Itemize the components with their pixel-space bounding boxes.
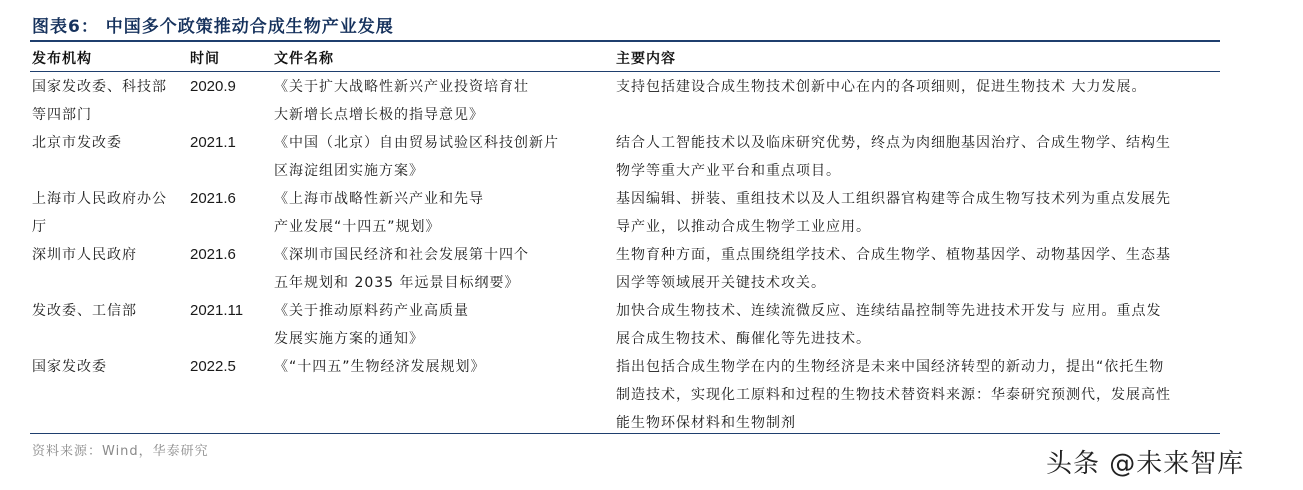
header-content: 主要内容 bbox=[616, 51, 676, 67]
content-line: 支持包括建设合成生物技术创新中心在内的各项细则，促进生物技术 大力发展。 bbox=[616, 79, 1147, 95]
cell-time: 2020.9 bbox=[190, 78, 236, 95]
institution-line: 国家发改委、科技部 bbox=[32, 79, 167, 95]
watermark: 头条 @未来智库 bbox=[1046, 449, 1245, 479]
cell-institution bbox=[32, 185, 182, 241]
document-line: 《关于推动原料药产业高质量 bbox=[274, 303, 469, 319]
content-line: 能生物环保材料和生物制剂 bbox=[616, 415, 796, 431]
document-line: 五年规划和 2035 年远景目标纲要》 bbox=[274, 275, 520, 291]
cell-content bbox=[616, 185, 1226, 241]
institution-line: 上海市人民政府办公 bbox=[32, 191, 167, 207]
content-line: 制造技术，实现化工原料和过程的生物技术替资料来源：华泰研究预测代，发展高性 bbox=[616, 387, 1171, 403]
cell-document bbox=[274, 73, 604, 129]
header-time: 时间 bbox=[190, 51, 220, 67]
institution-line: 深圳市人民政府 bbox=[32, 247, 137, 263]
institution-line: 北京市发改委 bbox=[32, 135, 122, 151]
content-line: 导产业，以推动合成生物学工业应用。 bbox=[616, 219, 871, 235]
document-line: 区海淀组团实施方案》 bbox=[274, 163, 424, 179]
cell-document bbox=[274, 241, 604, 297]
cell-document bbox=[274, 129, 604, 185]
top-rule bbox=[30, 40, 1220, 42]
content-line: 生物育种方面，重点围绕组学技术、合成生物学、植物基因学、动物基因学、生态基 bbox=[616, 247, 1171, 263]
figure-title: 图表6： 中国多个政策推动合成生物产业发展 bbox=[32, 17, 394, 37]
header-rule bbox=[30, 71, 1220, 72]
cell-document bbox=[274, 185, 604, 241]
document-line: 《上海市战略性新兴产业和先导 bbox=[274, 191, 484, 207]
cell-institution bbox=[32, 73, 182, 129]
document-line: 大新增长点增长极的指导意见》 bbox=[274, 107, 484, 123]
content-line: 基因编辑、拼装、重组技术以及人工组织器官构建等合成生物写技术列为重点发展先 bbox=[616, 191, 1171, 207]
document-line: 发展实施方案的通知》 bbox=[274, 331, 424, 347]
institution-line: 等四部门 bbox=[32, 107, 92, 123]
institution-line: 发改委、工信部 bbox=[32, 303, 137, 319]
content-line: 指出包括合成生物学在内的生物经济是未来中国经济转型的新动力，提出“依托生物 bbox=[616, 359, 1165, 375]
cell-time: 2021.11 bbox=[190, 302, 244, 319]
header-document: 文件名称 bbox=[274, 51, 334, 67]
document-line: 《中国（北京）自由贸易试验区科技创新片 bbox=[274, 135, 559, 151]
cell-time: 2022.5 bbox=[190, 358, 236, 375]
document-line: 《深圳市国民经济和社会发展第十四个 bbox=[274, 247, 529, 263]
cell-document bbox=[274, 353, 604, 381]
header-institution: 发布机构 bbox=[32, 51, 92, 67]
source-note: 资料来源：Wind，华泰研究 bbox=[32, 444, 209, 459]
cell-content bbox=[616, 73, 1226, 101]
document-line: 《“十四五”生物经济发展规划》 bbox=[274, 359, 486, 375]
cell-institution bbox=[32, 241, 182, 269]
cell-content bbox=[616, 353, 1226, 437]
cell-institution bbox=[32, 353, 182, 381]
cell-content bbox=[616, 241, 1226, 297]
cell-institution bbox=[32, 129, 182, 157]
document-line: 产业发展“十四五”规划》 bbox=[274, 219, 441, 235]
content-line: 展合成生物技术、酶催化等先进技术。 bbox=[616, 331, 871, 347]
cell-content bbox=[616, 129, 1226, 185]
cell-time: 2021.6 bbox=[190, 190, 236, 207]
bottom-rule bbox=[30, 433, 1220, 434]
cell-institution bbox=[32, 297, 182, 325]
cell-time: 2021.1 bbox=[190, 134, 236, 151]
institution-line: 厅 bbox=[32, 219, 47, 235]
institution-line: 国家发改委 bbox=[32, 359, 107, 375]
content-line: 因学等领域展开关键技术攻关。 bbox=[616, 275, 826, 291]
content-line: 加快合成生物技术、连续流微反应、连续结晶控制等先进技术开发与 应用。重点发 bbox=[616, 303, 1162, 319]
cell-time: 2021.6 bbox=[190, 246, 236, 263]
content-line: 物学等重大产业平台和重点项目。 bbox=[616, 163, 841, 179]
cell-content bbox=[616, 297, 1226, 353]
document-line: 《关于扩大战略性新兴产业投资培育壮 bbox=[274, 79, 529, 95]
cell-document bbox=[274, 297, 604, 353]
content-line: 结合人工智能技术以及临床研究优势，终点为肉细胞基因治疗、合成生物学、结构生 bbox=[616, 135, 1171, 151]
